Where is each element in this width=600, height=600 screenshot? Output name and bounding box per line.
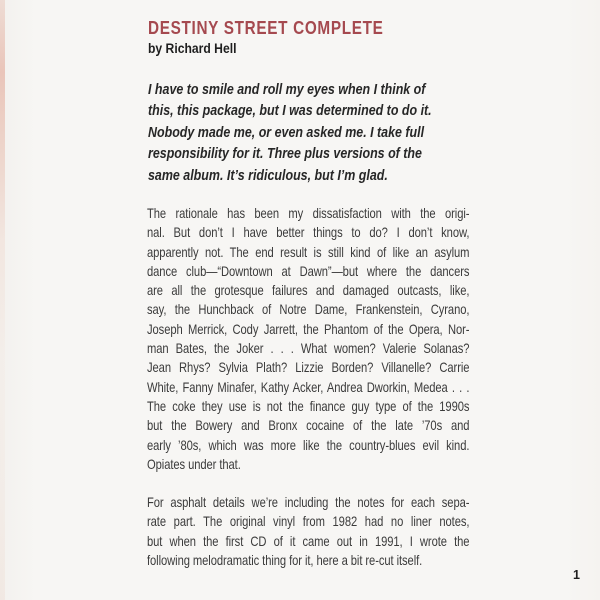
intro-paragraph: I have to smile and roll my eyes when I think of this, this package, but I was determined to do it. Nobody made me, or even asked me. I take full responsibility for it. Three plus versions of the same album. It’s ridiculous, but I’m glad. (148, 81, 432, 184)
body-paragraph-2: For asphalt details we’re including the notes for each sepa- rate part. The original vinyl from 1982 had no liner notes, but when the first CD of it came out in 1991, I wrote the following melodramatic thing for it, here a bit re-cut itself. (147, 494, 470, 568)
body-paragraph-1: The rationale has been my dissatisfaction with the origi- nal. But don’t I have better things to do? I don’t know, apparently not. The end result is still kind of like an asylum dance club—“Downtown at Dawn”—but where the dancers are all the grotesque failures and damaged outcasts, like, say, the Hunchback of Notre Dame, Frankenstein, Cyrano, Joseph Merrick, Cody Jarrett, the Phantom of the Opera, Nor- man Bates, the Joker . . . What women? Valerie Solanas? Jean Rhys? Sylvia Plath? Lizzie Borden? Villanelle? Carrie White, Fanny Minafer, Kathy Acker, Andrea Dworkin, Medea . . . The coke they use is not the finance guy type of the 1990s but the Bowery and Bronx cocaine of the late ’70s and early ’80s, which was more like the country-blues evil kind. Opiates under that. (147, 205, 470, 472)
page-number: 1 (573, 568, 580, 582)
byline: by Richard Hell (148, 41, 237, 56)
scan-edge-artifact (0, 0, 5, 600)
page-title: DESTINY STREET COMPLETE (148, 18, 384, 38)
